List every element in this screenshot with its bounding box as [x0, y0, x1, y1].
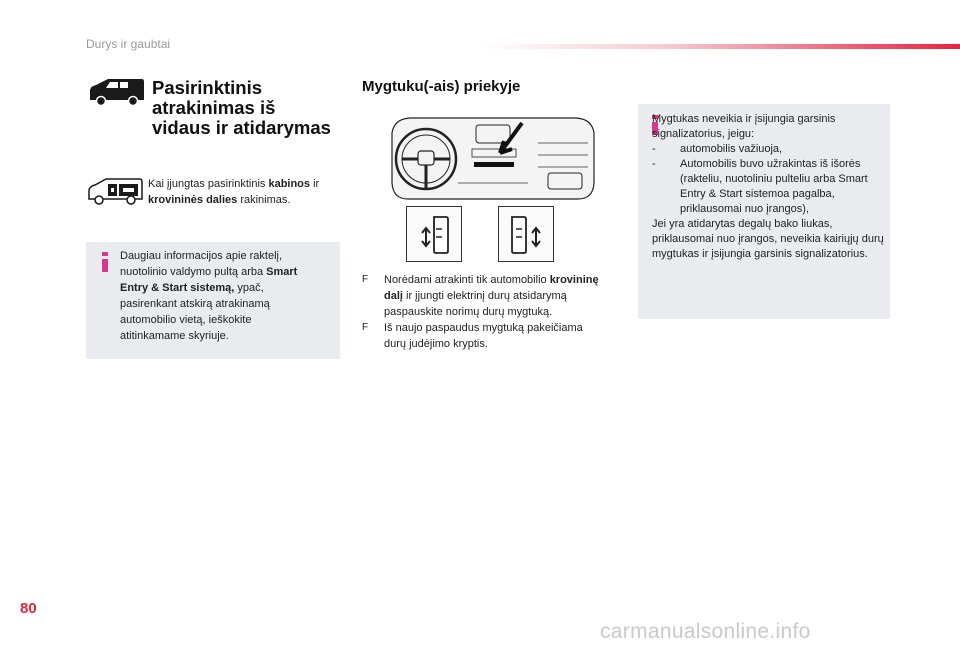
watermark: carmanualsonline.info: [600, 620, 811, 643]
intro-text-bold: krovininės dalies: [148, 194, 238, 206]
list-item-text: [384, 272, 607, 320]
sliding-door-left-icon: [407, 207, 461, 261]
intro-text: [148, 176, 348, 208]
van-icon: [86, 76, 146, 108]
dash-marker: -: [652, 158, 656, 170]
section-title-line: vidaus ir atidarymas: [152, 117, 331, 138]
info-list-text: automobilis važiuoja,: [680, 143, 783, 155]
section-title: [152, 78, 352, 138]
intro-text-part: ir: [310, 178, 320, 190]
info-line-part: nuotolinio valdymo pultą arba: [120, 266, 267, 278]
info-line: automobilio vietą, ieškokite: [120, 314, 252, 326]
bullet-marker: F: [362, 322, 369, 333]
info-line-part: ypač,: [234, 282, 264, 294]
sliding-door-right-icon: [499, 207, 553, 261]
intro-text-part: Kai įjungtas pasirinktinis: [148, 178, 269, 190]
warning-info-text: [652, 112, 888, 262]
intro-text-bold: kabinos: [268, 178, 311, 190]
info-list-item: [652, 157, 888, 217]
page-number: 80: [20, 600, 37, 617]
info-intro: Mygtukas neveikia ir įsijungia garsinis signalizatorius, jeigu:: [652, 113, 836, 140]
info-line: [120, 280, 330, 296]
van-cargo-lock-icon: [86, 177, 144, 207]
instructions-list: [362, 272, 607, 352]
list-item: [362, 320, 607, 352]
right-sliding-door-button[interactable]: [498, 206, 554, 262]
list-item-text: Iš naujo paspaudus mygtuką pakeičiama durų judėjimo kryptis.: [384, 322, 583, 350]
info-line: atitinkamame skyriuje.: [120, 330, 229, 342]
header-accent-line: [480, 44, 960, 49]
section-title-line: atrakinimas iš: [152, 97, 276, 118]
info-box-text: [120, 248, 330, 344]
section-title-line: Pasirinktinis: [152, 77, 263, 98]
chapter-title: Durys ir gaubtai: [86, 37, 171, 51]
info-list-item: [652, 142, 888, 157]
info-line: pasirenkant atskirą atrakinamą: [120, 298, 270, 310]
buttons-section-title: Mygtuku(-ais) priekyje: [362, 78, 521, 95]
text-part: ir įjungti elektrinį durų atsidarymą paspauskite norimų durų mygtuką.: [384, 290, 567, 318]
info-icon: [98, 251, 112, 273]
info-line-bold: Smart: [266, 266, 298, 278]
info-outro: Jei yra atidarytas degalų bako liukas, priklausomai nuo įrangos, neveikia kairiųjų durų mygtukas ir įsijungia garsinis signalizatorius.: [652, 218, 884, 260]
text-part: Norėdami atrakinti tik automobilio: [384, 274, 550, 286]
dash-marker: -: [652, 143, 656, 155]
dashboard-illustration: [388, 113, 598, 203]
info-line: [120, 264, 330, 280]
info-list-text: Automobilis buvo užrakintas iš išorės (rakteliu, nuotoliniu pulteliu arba Smart Entry & Start sistemoa pagalba, priklausomai nuo įrangos),: [680, 158, 868, 215]
list-item: [362, 272, 607, 320]
bullet-marker: F: [362, 274, 369, 285]
text-bold: krovininę dalį: [384, 274, 599, 302]
info-line: Daugiau informacijos apie raktelį,: [120, 250, 283, 262]
info-line-bold: Entry & Start sistemą,: [120, 282, 235, 294]
intro-text-part: rakinimas.: [237, 194, 291, 206]
left-sliding-door-button[interactable]: [406, 206, 462, 262]
